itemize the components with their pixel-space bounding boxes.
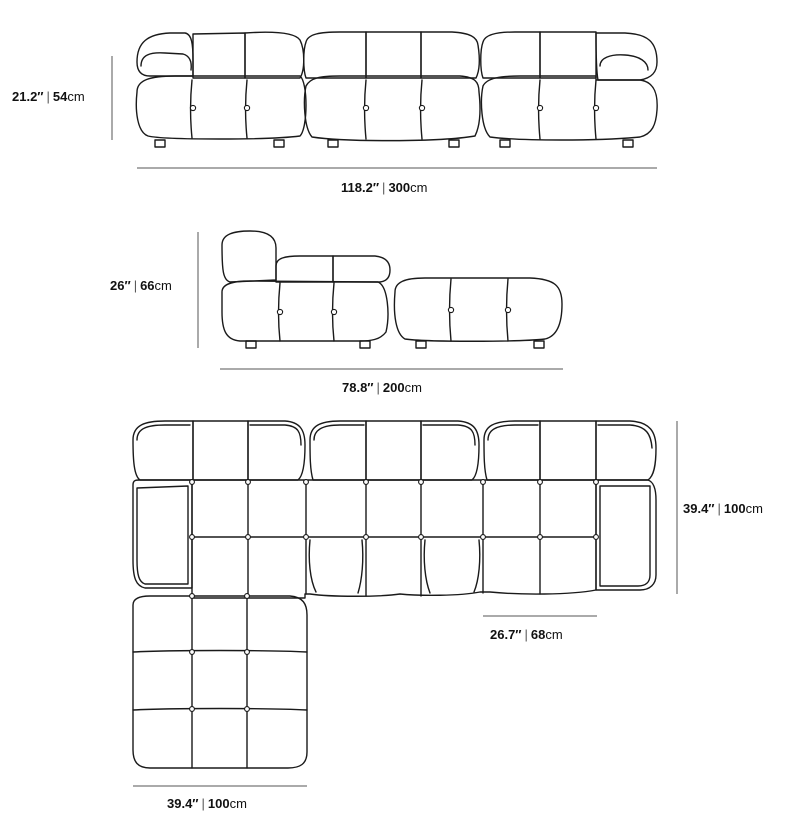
top-chaise-width-metric: 100 — [207, 796, 230, 811]
side-height-metric: 66 — [140, 278, 155, 293]
top-left-armrest — [133, 480, 192, 588]
top-depth-value: 39.4″ — [683, 501, 715, 516]
top-right-armrest — [596, 480, 656, 590]
top-seat-depth-value: 26.7″ — [490, 627, 522, 642]
front-right-seat — [481, 76, 657, 140]
side-arm-cushion — [222, 231, 276, 282]
side-width-label: 78.8″ | 200cm — [342, 380, 422, 395]
side-view — [222, 231, 562, 348]
top-depth-unit: cm — [745, 501, 763, 516]
top-depth-metric: 100 — [723, 501, 746, 516]
top-view — [133, 421, 656, 768]
side-height-label: 26″ | 66cm — [110, 278, 172, 293]
front-right-armrest — [596, 33, 657, 80]
top-seat-depth-label: 26.7″ | 68cm — [490, 627, 563, 642]
front-height-value: 21.2″ — [12, 89, 44, 104]
side-height-unit: cm — [154, 278, 172, 293]
front-height-unit: cm — [67, 89, 85, 104]
front-width-value: 118.2″ — [341, 180, 380, 195]
front-height-label: 21.2″ | 54cm — [12, 89, 85, 104]
top-chaise-width-label: 39.4″ | 100cm — [167, 796, 247, 811]
top-seat-depth-unit: cm — [545, 627, 563, 642]
front-left-seat — [136, 76, 306, 139]
front-width-unit: cm — [410, 180, 428, 195]
front-width-metric: 300 — [388, 180, 411, 195]
front-height-metric: 54 — [52, 89, 68, 104]
side-seat — [222, 281, 388, 341]
top-chaise-width-unit: cm — [229, 796, 247, 811]
side-width-unit: cm — [404, 380, 422, 395]
top-seat-depth-metric: 68 — [530, 627, 546, 642]
top-depth-label: 39.4″ | 100cm — [683, 501, 763, 516]
front-width-label: 118.2″ | 300cm — [341, 180, 428, 195]
front-middle-seat — [304, 76, 480, 141]
top-chaise — [133, 596, 307, 768]
side-width-metric: 200 — [382, 380, 405, 395]
front-view — [136, 32, 657, 147]
top-chaise-width-value: 39.4″ — [167, 796, 199, 811]
side-width-value: 78.8″ — [342, 380, 374, 395]
side-height-value: 26″ — [110, 278, 131, 293]
side-ottoman — [394, 278, 562, 341]
